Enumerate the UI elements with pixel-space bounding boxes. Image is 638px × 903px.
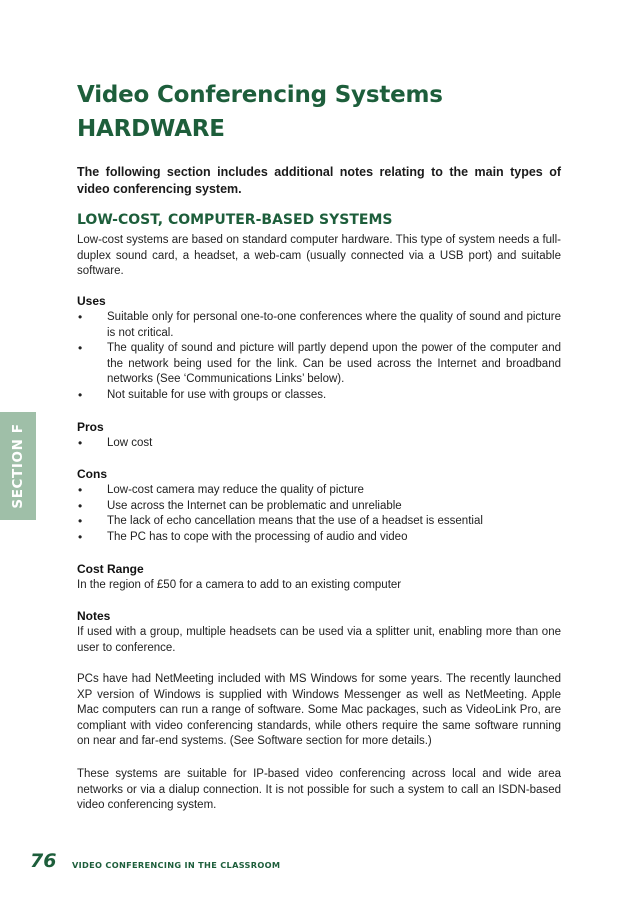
section-intro: Low-cost systems are based on standard computer hardware. This type of system needs a full-duplex sound card, a headset, a web-cam (usually connected via a USB port) and suitable software. <box>77 234 561 277</box>
section-heading: LOW-COST, COMPUTER-BASED SYSTEMS <box>77 212 393 228</box>
cost-range-heading: Cost Range <box>77 562 144 576</box>
notes-paragraph: PCs have had NetMeeting included with MS Windows for some years. The recently launched XP version of Windows is supplied with Windows Messenger as well as NetMeeting. Apple Mac computers can run a range of software. Some Mac packages, such as VideoLink Pro, are compliant with video conferencing standards, while others require the same software running on near and far-end systems. (See Software section for more details.) <box>77 673 561 747</box>
list-item: • Low cost <box>77 436 561 452</box>
cons-heading: Cons <box>77 467 107 481</box>
notes-heading: Notes <box>77 609 111 623</box>
cons-list <box>77 483 561 545</box>
list-item: • Low-cost camera may reduce the quality of picture <box>77 483 561 499</box>
page-title <box>77 78 443 146</box>
page-title-line-2: HARDWARE <box>77 116 225 142</box>
section-tab <box>0 412 36 520</box>
pros-list <box>77 436 561 452</box>
cost-range-text: In the region of £50 for a camera to add to an existing computer <box>77 579 402 591</box>
list-item: • The PC has to cope with the processing of audio and video <box>77 530 561 546</box>
page-title-line-1: Video Conferencing Systems <box>77 82 443 108</box>
page-number: 76 <box>30 850 57 872</box>
list-item: • The lack of echo cancellation means that the use of a headset is essential <box>77 514 561 530</box>
list-item: • Suitable only for personal one-to-one conferences where the quality of sound and picture is not critical. <box>77 310 561 341</box>
uses-list <box>77 310 561 403</box>
list-item: • The quality of sound and picture will partly depend upon the power of the computer and the network being used for the link. Can be used across the Internet and broadband networks (See ‘Communications Links’ below). <box>77 341 561 388</box>
pros-heading: Pros <box>77 420 104 434</box>
notes-paragraph: These systems are suitable for IP-based video conferencing across local and wide area networks or via a dialup connection. It is not possible for such a system to call an ISDN-based video conferencing system. <box>77 768 561 811</box>
uses-heading: Uses <box>77 294 106 308</box>
running-footer: VIDEO CONFERENCING IN THE CLASSROOM <box>72 860 281 870</box>
section-tab-label: SECTION F <box>10 423 26 509</box>
list-item: • Use across the Internet can be problematic and unreliable <box>77 499 561 515</box>
intro-paragraph: The following section includes additional notes relating to the main types of video conferencing system. <box>77 165 561 196</box>
notes-paragraph: If used with a group, multiple headsets can be used via a splitter unit, enabling more than one user to conference. <box>77 626 561 654</box>
list-item: • Not suitable for use with groups or classes. <box>77 388 561 404</box>
